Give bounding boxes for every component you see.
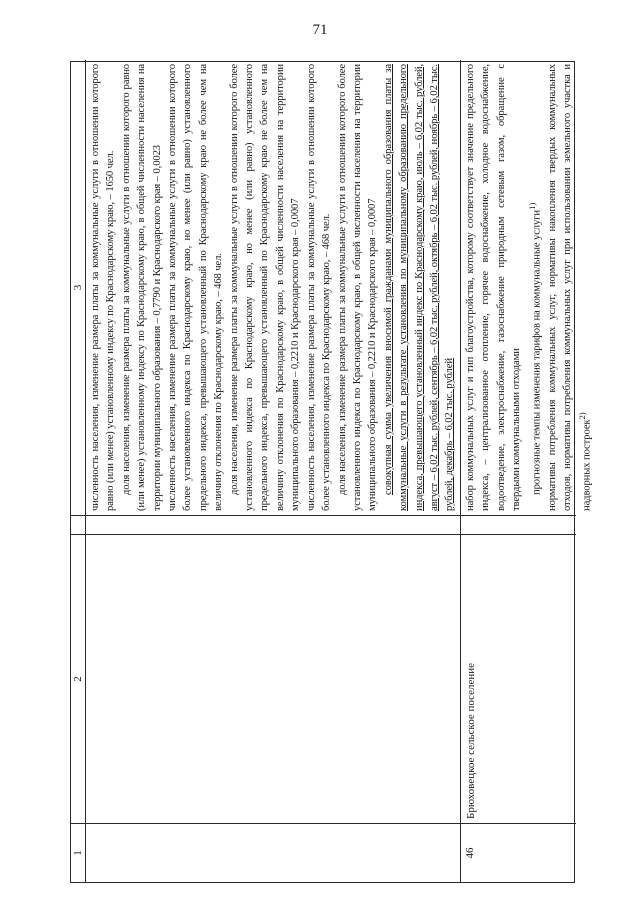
paragraph: численность населения, изменение размера платы за коммунальные услуги в отношении которого более установленного индекса по Краснодарскому краю, – 468 чел. xyxy=(305,64,333,511)
continuation-name-cell xyxy=(86,534,461,823)
paragraph: набор коммунальных услуг и тип благоустройства, которому соответствует значение предельного индекса, – централизованное отопление, горячее водоснабжение, холодное водоснабжение, водоотведение, электроснабжение, газоснабжение природным сетевым газом, обращение с твердыми коммунальными отходами xyxy=(465,64,523,511)
settlement-name: Брюховецкое сельское поселение xyxy=(461,534,576,823)
page-number: 71 xyxy=(312,22,328,38)
paragraph: численность населения, изменение размера платы за коммунальные услуги в отношении которого более установленного индекса по Краснодарскому краю, но менее (или равно) установленного предельного индекса, превышающего установленный по Краснодарскому краю не более чем на величину отклонения по Краснодарскому краю, – 468 чел. xyxy=(167,64,225,511)
row-number: 46 xyxy=(461,823,576,882)
footnote-mark: 1) xyxy=(526,202,537,210)
footnote-mark: 2) xyxy=(577,412,588,420)
header-col-spacer xyxy=(71,515,86,534)
rotated-table-frame xyxy=(70,61,593,883)
paragraph: совокупная сумма увеличения вносимой гражданами муниципального образования платы за коммунальные услуги в результате установления по муниципальному образованию предельного индекса, превышающего установленный индекс по Краснодарскому краю, июль – 6,02 тыс. рублей, август – 6,02 тыс. рублей, сентябрь – 6,02 тыс. рублей, октябрь – 6,02 тыс. рублей, ноябрь – 6,02 тыс. рублей, декабрь – 6,02 тыс. рублей xyxy=(382,64,456,511)
paragraph: доля населения, изменение размера платы за коммунальные услуги в отношении которого более установленного индекса по Краснодарскому краю, но менее (или равно) установленного предельного индекса, превышающего установленный по Краснодарскому краю не более чем на величину отклонения по Краснодарскому краю, в общей численности населения на территории муниципального образования – 0,2210 и Краснодарского края – 0,0007 xyxy=(228,64,302,511)
table xyxy=(70,61,593,883)
header-col-3: 3 xyxy=(71,60,86,515)
paragraph: прогнозные темпы изменения тарифов на коммунальные услуги xyxy=(531,210,543,495)
paragraph: численность населения, изменение размера платы за коммунальные услуги в отношении которого равно (или менее) установленному индексу по Краснодарскому краю, – 1650 чел. xyxy=(90,64,117,511)
paragraph: доля населения, изменение размера платы за коммунальные услуги в отношении которого более установленного индекса по Краснодарскому краю, в общей численности населения на территории муниципального образования – 0,2210 и Краснодарского края – 0,0007 xyxy=(336,64,379,511)
continuation-text-cell xyxy=(86,60,461,515)
paragraph: доля населения, изменение размера платы за коммунальные услуги в отношении которого равно (или менее) установленному индексу по Краснодарскому краю, в общей численности населения на территории муниципального образования – 0,7790 и Краснодарского края – 0,0023 xyxy=(120,64,163,511)
row-text-cell xyxy=(461,60,593,515)
header-col-1: 1 xyxy=(71,823,86,882)
row-spacer-cell xyxy=(461,515,576,534)
header-col-2: 2 xyxy=(71,534,86,823)
continuation-spacer-cell xyxy=(86,515,461,534)
paragraph: нормативы потребления коммунальных услуг, нормативы накопления твердых коммунальных отходов, нормативы потребления коммунальных услуг при использовании земельного участка и надворных построек xyxy=(546,64,593,511)
continuation-number-cell xyxy=(86,823,461,882)
